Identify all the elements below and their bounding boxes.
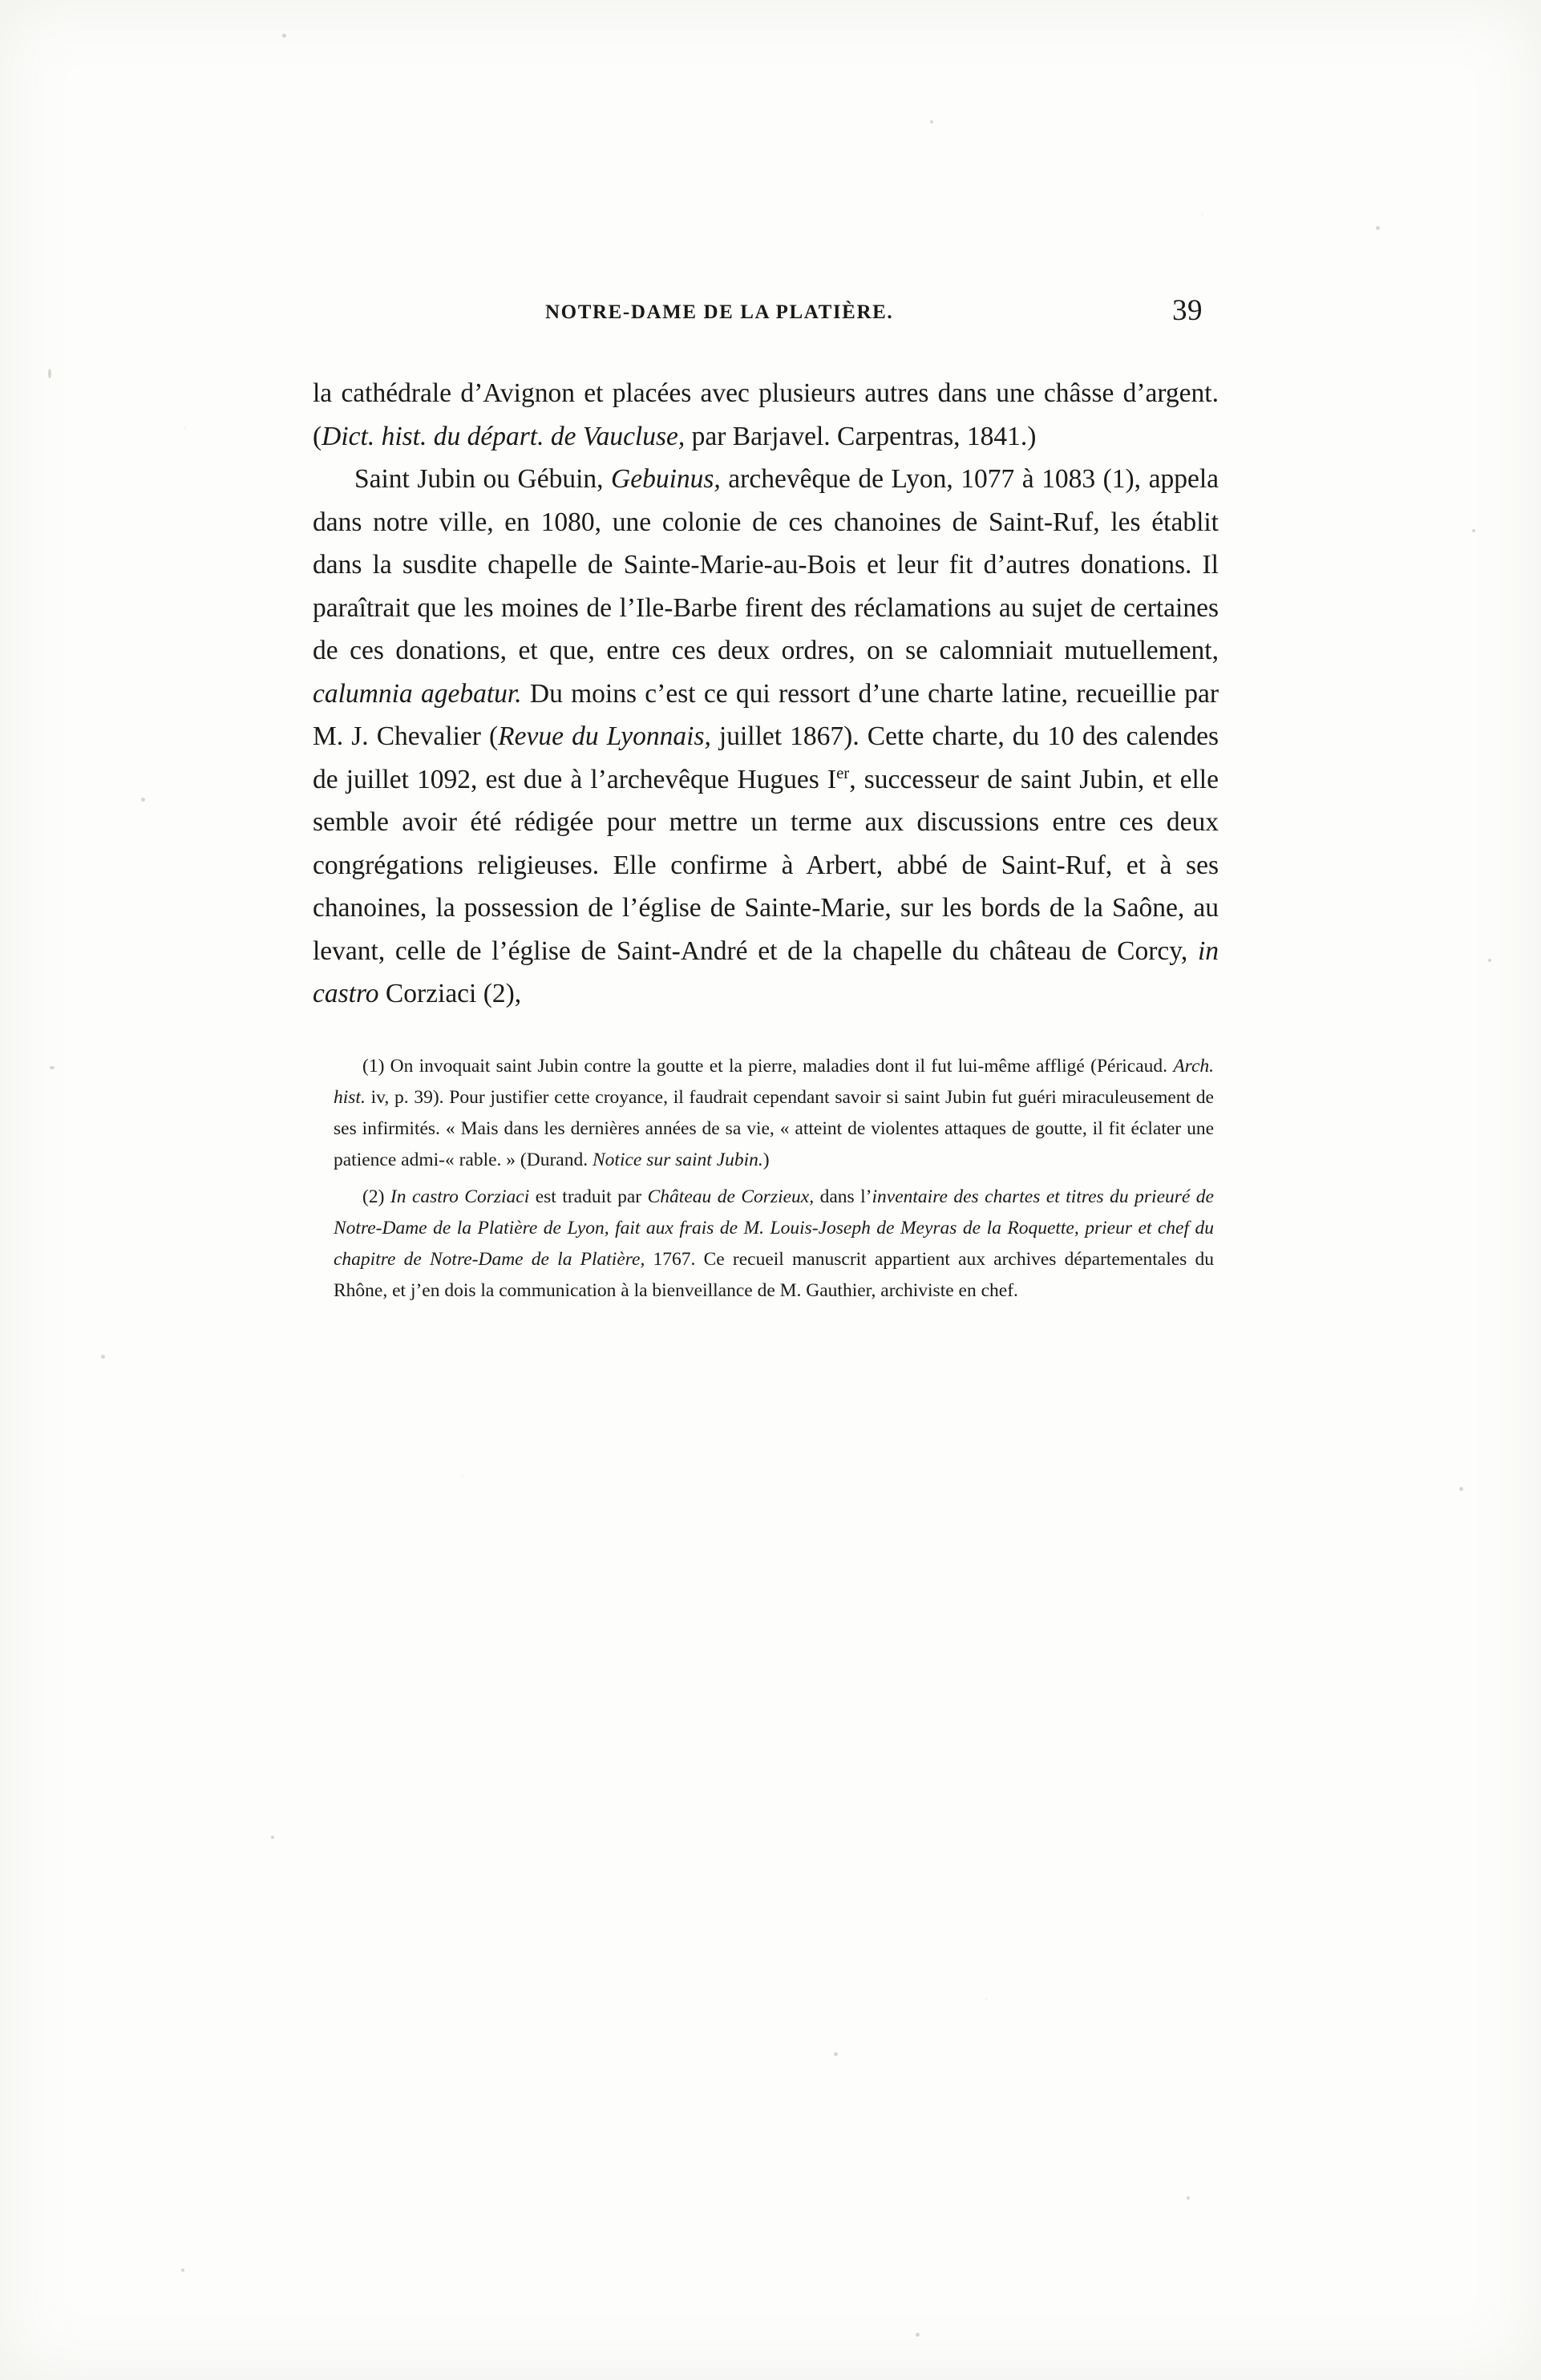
italic-run: inventaire des chartes et titres du prieuré de Notre-Dame de la Platière de Lyon, fait aux frais de M. Louis-Joseph de Meyras de la Roquette, prieur et chef du chapitre de Notre-Dame de la Platière,	[334, 1186, 1214, 1270]
scan-speck	[101, 1355, 105, 1359]
italic-run: in castro	[313, 935, 1219, 1008]
scan-speck	[48, 369, 51, 378]
text-run: est traduit par	[529, 1186, 648, 1207]
text-run: par Barjavel. Carpentras, 1841.)	[685, 421, 1037, 451]
running-header	[313, 294, 1219, 345]
footnotes-block	[313, 1051, 1219, 1307]
footnote	[334, 1051, 1214, 1176]
running-head-title: NOTRE-DAME DE LA PLATIÈRE.	[545, 301, 894, 323]
scan-speck	[282, 34, 286, 38]
italic-run: calumnia agebatur.	[313, 678, 522, 709]
text-run: )	[762, 1149, 770, 1170]
paragraph	[313, 372, 1219, 458]
italic-run: Revue du Lyonnais,	[498, 721, 711, 751]
footnote	[334, 1182, 1214, 1307]
text-run: (1) On invoquait saint Jubin contre la goutte et la pierre, maladies dont il fut lui-même affligé (Péricaud.	[362, 1055, 1174, 1077]
body-paragraphs	[313, 372, 1219, 1016]
superscript-run: er	[836, 763, 850, 782]
italic-run: In castro Corziaci	[390, 1186, 530, 1207]
paragraph	[313, 458, 1219, 1016]
scan-speck	[1459, 1487, 1463, 1491]
italic-run: Gebuinus,	[611, 464, 721, 494]
scan-speck	[141, 798, 145, 802]
text-run: juillet 1867). Cette charte, du 10 des calendes de juillet 1092, est due à l’archevêque Hugues I	[313, 721, 1219, 794]
scan-speck	[181, 2269, 184, 2272]
scan-speck	[271, 1836, 274, 1839]
text-run: iv, p. 39). Pour justifier cette croyance, il faudrait cependant savoir si saint Jubin fut guéri miraculeusement de ses infirmités. « Mais dans les dernières années de sa vie, « atteint de violentes attaques de goutte, il fit éclater une patience admi-« rable. » (Durand.	[334, 1086, 1214, 1170]
italic-run: Notice sur saint Jubin.	[593, 1149, 763, 1170]
scan-speck	[1472, 529, 1475, 532]
italic-run: Arch. hist.	[334, 1055, 1214, 1108]
scan-speck	[916, 2333, 920, 2337]
scan-speck	[834, 2052, 838, 2056]
italic-run: Château de Corzieux,	[647, 1186, 815, 1207]
text-run: Du moins c’est ce qui ressort d’une charte latine, recueillie par M. J. Chevalier (	[313, 678, 1219, 751]
text-run: (2)	[362, 1186, 390, 1207]
text-run: , successeur de saint Jubin, et elle semble avoir été rédigée pour mettre un terme aux discussions entre ces deux congrégations religieuses. Elle confirme à Arbert, abbé de Saint-Ruf, et à ses chanoines, la possession de l’église de Sainte-Marie, sur les bords de la Saône, au levant, celle de l’église de Saint-André et de la chapelle du château de Corcy,	[313, 764, 1219, 966]
text-run: archevêque de Lyon, 1077 à 1083 (1), appela dans notre ville, en 1080, une colonie de ces chanoines de Saint-Ruf, les établit dans la susdite chapelle de Sainte-Marie-au-Bois et leur fit d’autres donations. Il paraîtrait que les moines de l’Ile-Barbe firent des réclamations au sujet de certaines de ces donations, et que, entre ces deux ordres, on se calomniait mutuellement,	[313, 464, 1219, 665]
text-run: dans l’	[814, 1186, 872, 1207]
text-block	[313, 294, 1219, 1307]
scan-speck	[1376, 226, 1380, 230]
text-run: 1767. Ce recueil manuscrit appartient aux archives départementales du Rhône, et j’en dois la communication à la bienveillance de M. Gauthier, archiviste en chef.	[334, 1248, 1215, 1301]
scan-speck	[1187, 2196, 1190, 2200]
page-number: 39	[1172, 294, 1203, 327]
scan-speck	[1488, 959, 1491, 962]
footnote-spacer	[334, 1176, 1214, 1182]
italic-run: Dict. hist. du départ. de Vaucluse,	[322, 421, 686, 451]
text-run: Saint Jubin ou Gébuin,	[354, 464, 612, 494]
text-run: Corziaci (2),	[378, 979, 522, 1008]
scan-speck	[50, 1066, 55, 1069]
scan-speck	[930, 120, 933, 123]
text-run: la cathédrale d’Avignon et placées avec plusieurs autres dans une châsse d’argent. (	[313, 378, 1219, 451]
